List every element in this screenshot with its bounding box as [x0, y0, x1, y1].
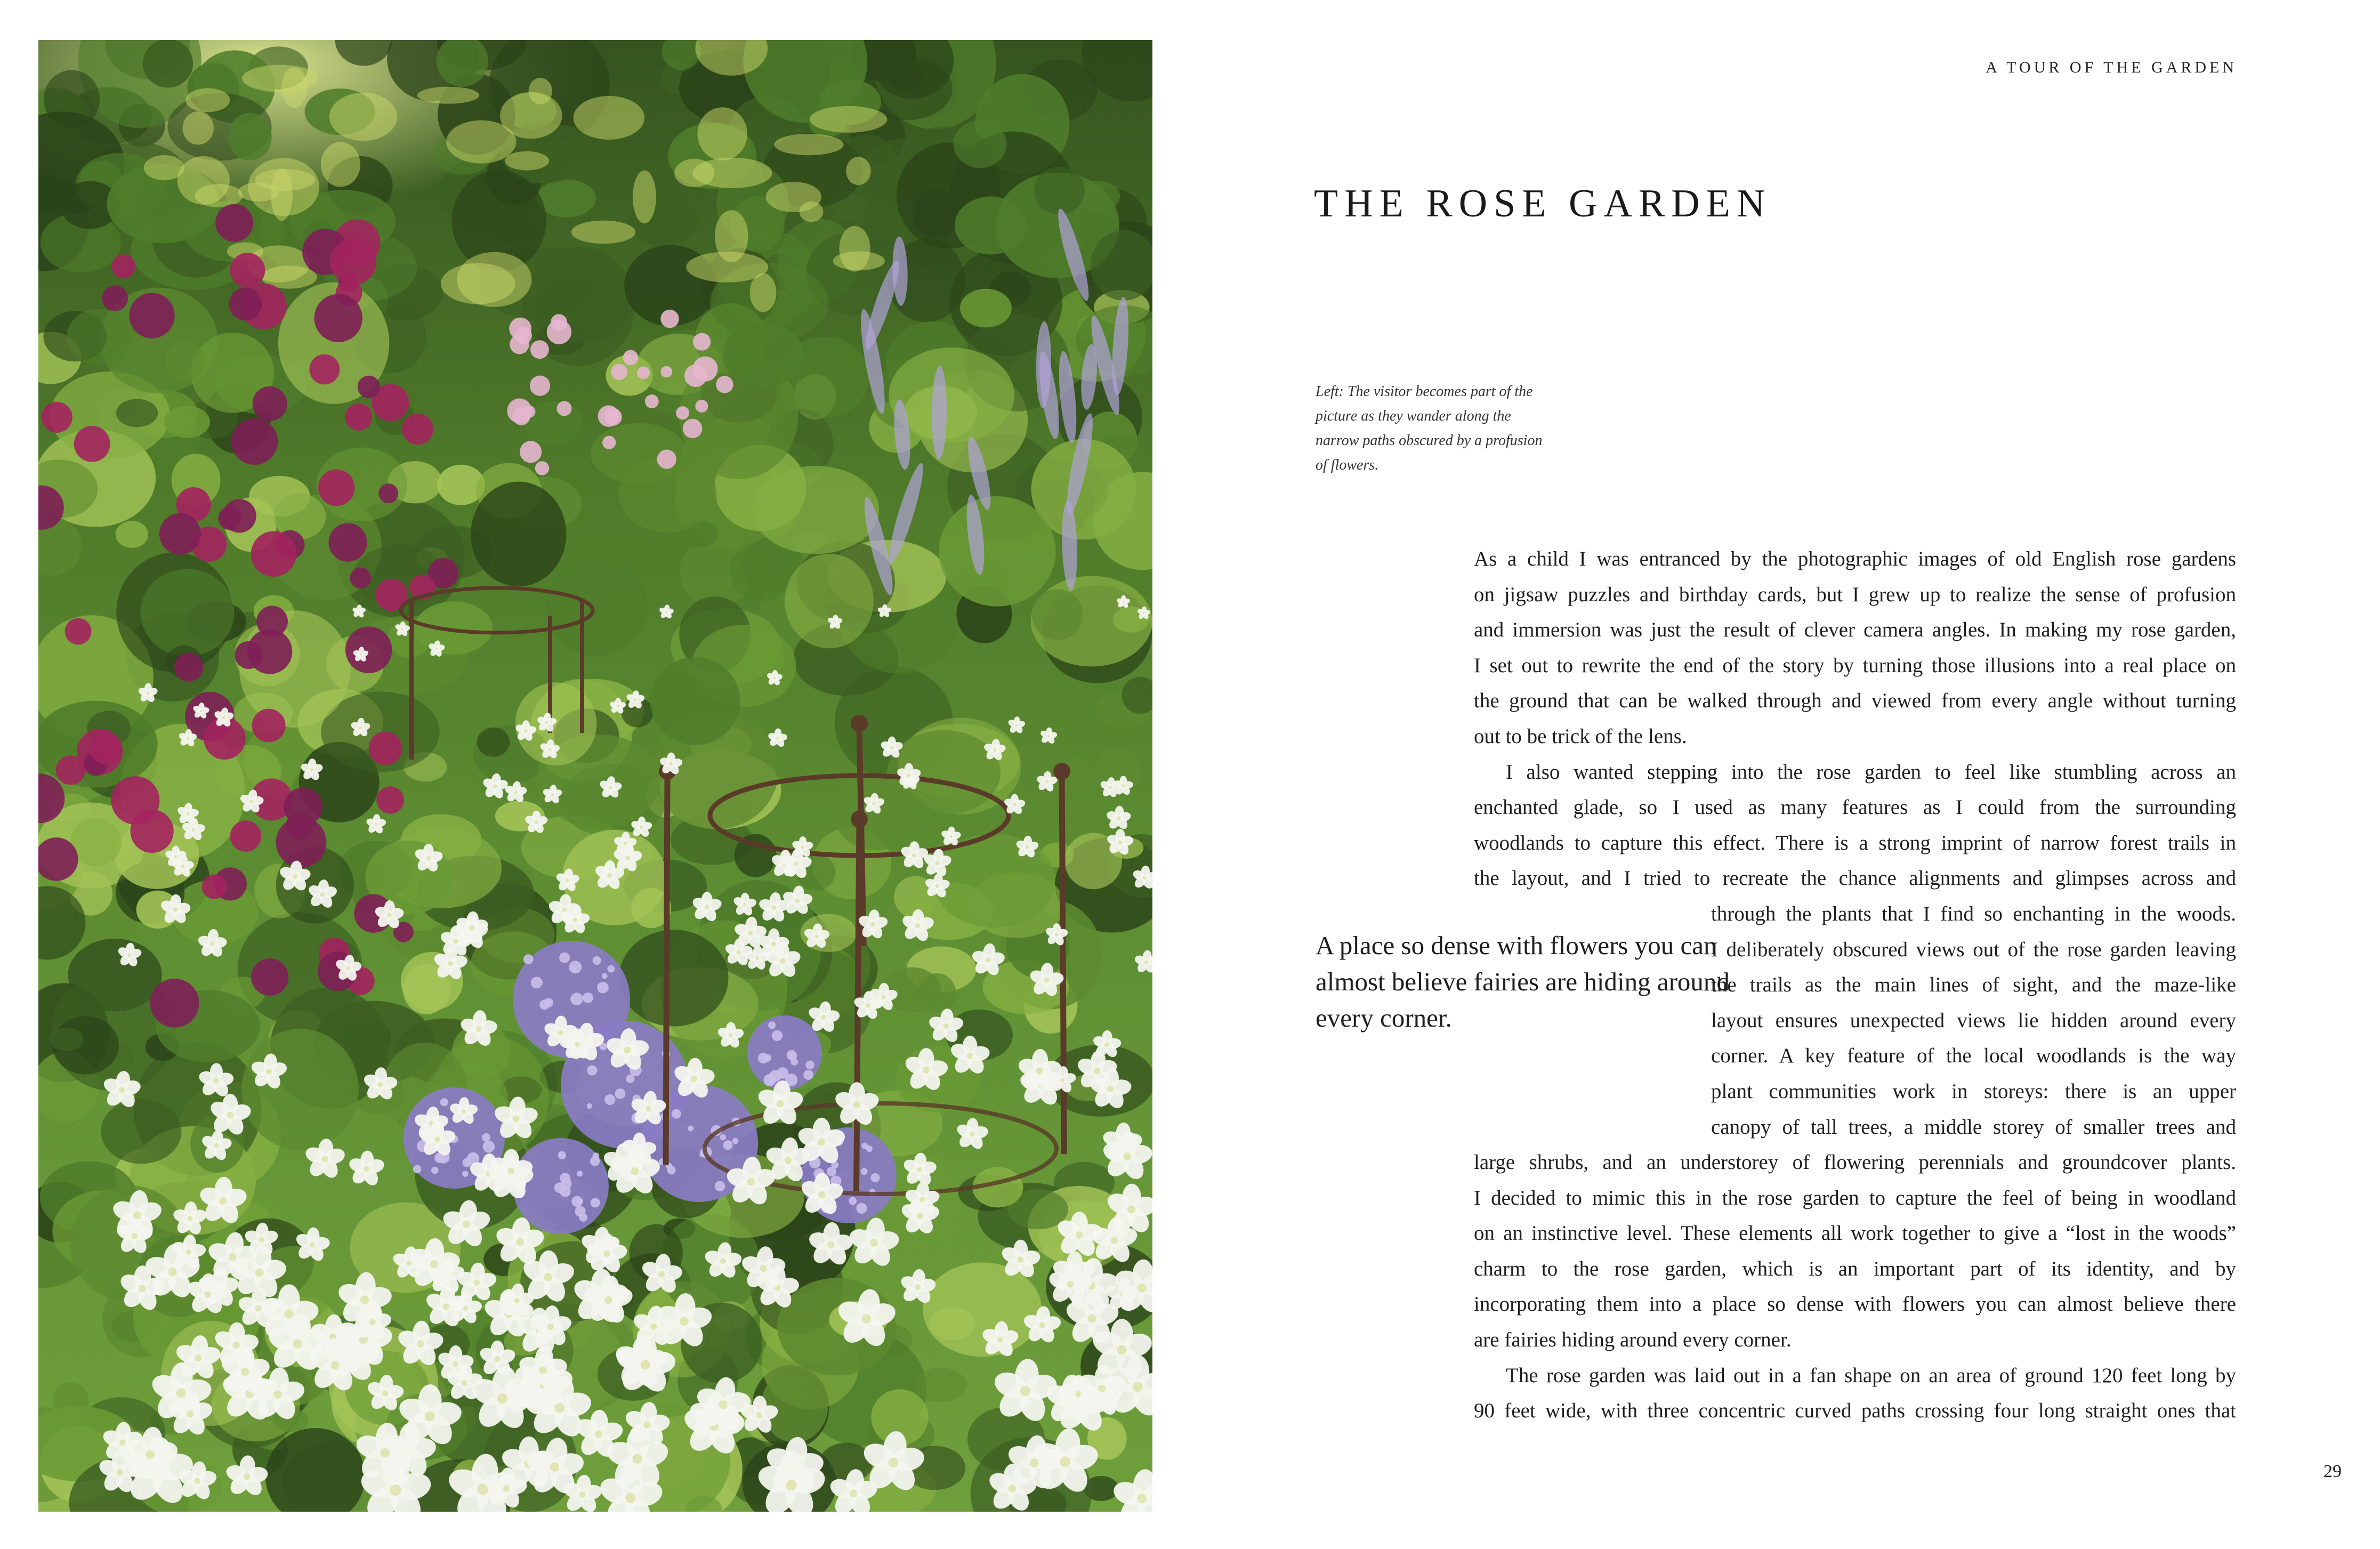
rose-flower: [637, 366, 650, 379]
body-line: the layout, and I tried to recreate the chance alignments and glimpses across and: [1474, 867, 2236, 890]
rose-flower: [276, 817, 327, 868]
rose-flower: [230, 820, 262, 852]
body-line: As a child I was entranced by the photographic images of old English rose gardens: [1474, 547, 2236, 570]
rose-flower: [369, 732, 402, 765]
body-line: the trails as the main lines of sight, and the maze-like: [1711, 973, 2236, 997]
rose-flower: [74, 426, 110, 462]
body-line: incorporating them into a place so dense with flowers you can almost believe there: [1474, 1293, 2236, 1316]
rose-flower: [345, 404, 372, 431]
rose-flower: [215, 204, 253, 242]
rose-flower: [222, 499, 256, 533]
garden-illustration: [38, 40, 1152, 1512]
rose-flower: [229, 287, 262, 320]
rose-flower: [676, 406, 689, 419]
body-line: the ground that can be walked through and viewed from every angle without turning: [1474, 689, 2236, 713]
body-line: canopy of tall trees, a middle storey of smaller trees and: [1711, 1115, 2236, 1139]
body-line: I also wanted stepping into the rose garden to feel like stumbling across an: [1506, 760, 2236, 784]
rose-flower: [611, 364, 627, 381]
body-line: plant communities work in storeys: there is an upper: [1711, 1079, 2236, 1103]
rose-flower: [231, 418, 278, 465]
rose-flower: [345, 626, 392, 673]
rose-flower: [693, 333, 711, 351]
rose-flower: [90, 733, 121, 764]
rose-flower: [530, 340, 549, 359]
plant-support-finial: [851, 715, 868, 732]
rose-flower: [660, 366, 672, 378]
rose-flower: [551, 314, 567, 330]
rose-garden-photo: [38, 40, 1152, 1512]
rose-flower: [129, 293, 174, 338]
rose-flower: [623, 350, 639, 366]
body-line: large shrubs, and an understorey of flowering perennials and groundcover plants.: [1474, 1151, 2236, 1174]
body-line: out to be trick of the lens.: [1474, 724, 1687, 748]
rose-flower: [253, 386, 287, 421]
rose-flower: [657, 449, 676, 469]
rose-flower: [660, 310, 679, 328]
rose-flower: [65, 618, 92, 645]
body-text: [1474, 542, 2236, 1429]
rose-flower: [202, 874, 227, 899]
rose-flower: [692, 357, 717, 382]
body-line: 90 feet wide, with three concentric curved paths crossing four long straight ones that: [1474, 1399, 2236, 1423]
body-line: The rose garden was laid out in a fan shape on an area of ground 120 feet long by: [1506, 1364, 2236, 1387]
rose-flower: [235, 641, 262, 669]
rose-flower: [230, 253, 265, 288]
rose-flower: [350, 568, 371, 588]
rose-flower: [111, 254, 135, 278]
photo-caption: Left: The visitor becomes part of the picture as they wander along the narrow paths obscured by a profusion of flowers.: [1316, 383, 1543, 473]
rose-flower: [530, 375, 550, 396]
pull-quote: A place so dense with flowers you can almost believe fairies are hiding around every corner.: [1316, 931, 1730, 1032]
section-title: THE ROSE GARDEN: [1314, 182, 1772, 225]
rose-flower: [557, 401, 572, 416]
rose-flower: [378, 483, 398, 503]
body-line: and immersion was just the result of clever camera angles. In making my rose garden,: [1474, 618, 2236, 642]
body-line: enchanted glade, so I used as many features as I could from the surrounding: [1474, 796, 2236, 819]
rose-flower: [251, 958, 288, 996]
rose-flower: [328, 523, 367, 561]
rose-flower: [535, 461, 549, 475]
rose-flower: [102, 285, 128, 311]
body-line: layout ensures unexpected views lie hidden around every: [1711, 1009, 2236, 1032]
rose-flower: [159, 513, 201, 555]
rose-flower: [512, 407, 530, 425]
body-line: I deliberately obscured views out of the rose garden leaving: [1711, 938, 2236, 961]
plant-support-stake: [666, 776, 667, 1165]
rose-flower: [645, 394, 659, 408]
rose-flower: [111, 776, 160, 825]
rose-flower: [598, 405, 619, 426]
rose-flower: [174, 653, 203, 682]
rose-flower: [716, 376, 733, 393]
body-line: on jigsaw puzzles and birthday cards, but I grew up to realize the sense of profusion: [1474, 583, 2236, 606]
body-line: I set out to rewrite the end of the story by turning those illusions into a real place on: [1474, 654, 2236, 677]
rose-flower: [314, 294, 362, 342]
rose-flower: [330, 239, 377, 285]
rose-flower: [515, 327, 532, 344]
body-line: through the plants that I find so enchanting in the woods.: [1711, 902, 2236, 925]
rose-flower: [683, 419, 703, 439]
body-line: charm to the rose garden, which is an important part of its identity, and by: [1474, 1257, 2236, 1280]
body-line: on an instinctive level. These elements all work together to give a “lost in the woods”: [1474, 1222, 2236, 1245]
body-line: I decided to mimic this in the rose garden to capture the feel of being in woodland: [1474, 1186, 2236, 1209]
page-number: 29: [2323, 1462, 2342, 1481]
running-head: A TOUR OF THE GARDEN: [1986, 59, 2237, 76]
plant-support-finial: [1053, 763, 1070, 780]
rose-flower: [358, 376, 380, 398]
rose-flower: [695, 400, 708, 413]
rose-flower: [402, 414, 433, 445]
rose-flower: [602, 436, 616, 449]
rose-flower: [42, 402, 72, 433]
rose-flower: [251, 531, 296, 577]
plant-support-stake: [1062, 776, 1064, 1154]
body-line: woodlands to capture this effect. There is a strong imprint of narrow forest trails in: [1474, 831, 2236, 854]
rose-flower: [520, 441, 542, 463]
body-line: corner. A key feature of the local woodlands is the way: [1711, 1044, 2236, 1068]
rose-flower: [376, 786, 404, 814]
rose-flower: [150, 979, 199, 1028]
rose-flower: [252, 709, 286, 743]
body-line: are fairies hiding around every corner.: [1474, 1328, 1792, 1352]
rose-flower: [318, 470, 355, 506]
rose-flower: [309, 354, 340, 385]
rose-flower: [56, 755, 85, 785]
